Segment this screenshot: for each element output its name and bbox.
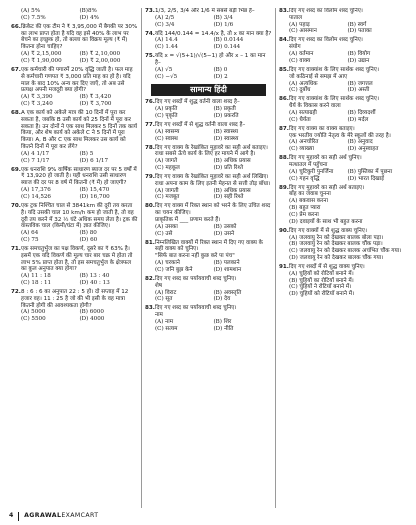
answer-option[interactable]: (D) प्रकरति (213, 112, 239, 119)
question-text: 8 : 6 : 6 का अनुपात 22 : 5 हो। दो सप्ताह में 12 हजार वह। 11 : 25 है जो की भी इसी के वह मात्रा कितनी होगी की आवश्यकता होगी? (21, 289, 129, 309)
answer-option[interactable]: (C) सूत (155, 296, 173, 303)
question-line (279, 185, 406, 199)
question-item (145, 203, 272, 237)
question-number: 81. (145, 239, 155, 246)
answer-options (279, 22, 406, 36)
answer-option[interactable]: (D) 16,700 (79, 193, 110, 200)
question-number: 66. (11, 23, 21, 30)
question-line (145, 174, 272, 188)
question-line (11, 110, 138, 151)
answer-option[interactable]: (C) 18 : 11 (21, 280, 52, 286)
answer-option[interactable]: (D) 4% (79, 14, 100, 21)
answer-option[interactable]: (C) उसे (155, 230, 173, 237)
answer-option[interactable]: (D) शामशान (213, 266, 242, 273)
question-line (145, 276, 272, 290)
answer-option[interactable]: (A) प्रकृति (155, 106, 178, 113)
answer-option[interactable]: (D) भारत दिखाई (347, 175, 384, 182)
question-number: 67. (11, 66, 21, 73)
answer-option[interactable]: (D) 60 (79, 236, 98, 243)
answer-options (279, 198, 406, 225)
answer-option[interactable]: (A) विराट (155, 289, 177, 296)
answer-options (279, 110, 406, 124)
question-line (279, 155, 406, 169)
question-item (279, 264, 406, 298)
answer-option[interactable]: (C) व्याख्या (289, 146, 314, 153)
question-text: क्रिकेट की एक टीम ने ₹ 3,95,000 में बैगकी पर 30% का लाभ प्राप्त होता है यदि वह इसे 40% के लाभ पर बेचने का इच्छुक हो, तो बल्ला का विक्रय मूल्य (₹ में) कितना होना चाहिए? (21, 23, 138, 51)
answer-option[interactable]: (A) 5% (21, 8, 41, 14)
question-line (11, 24, 138, 51)
answer-options (145, 224, 272, 238)
question-item (279, 185, 406, 226)
question-number: 90. (279, 227, 289, 234)
answer-option[interactable]: (C) −√5 (155, 73, 178, 80)
answer-option[interactable]: (B) ₹ 3,420 (79, 94, 112, 101)
question-text: 1/3, 2/5, 3/4 और 1/6 में सबसे बड़ी भिन्न है– (155, 8, 255, 14)
question-text: दिए गए वाक्य का वाक्य बताइए। एक भरतीय ज्योति नेतृत्व के मेरे स्कूलों की तरह है। (289, 125, 391, 139)
answer-option[interactable]: (A) वर्तमान (289, 51, 314, 58)
question-number: 73. (145, 8, 155, 14)
answer-option[interactable]: (A) बकवास करना (289, 198, 328, 205)
question-item (145, 145, 272, 172)
answer-option[interactable]: (D) अनुस्वाहत (347, 146, 379, 153)
answer-options (279, 51, 406, 65)
question-line (145, 145, 272, 159)
question-text: एक धनराशि 9% वार्षिक साधारण ब्याज दर पर 5 वर्षों में ₹ 13,920 हो जाती है। यही धनराशि उसी साधारण ब्याज की दर पर 8 वर्ष में कितनी (₹ में) हो जाएगी? (21, 166, 137, 187)
question-text: दिए गए शब्दों में शुद्ध वर्तनी वाला शब्द है– (155, 99, 240, 106)
question-line (279, 96, 406, 110)
question-line (11, 67, 138, 94)
question-line (145, 122, 272, 129)
answer-option[interactable]: (A) 64 (21, 230, 39, 237)
answer-option[interactable]: (A) चुटिकुरी पुनर्जिना (289, 168, 334, 175)
question-item (11, 24, 138, 65)
answer-options (11, 94, 138, 108)
answer-option[interactable]: (A) सत्याग्रही (289, 109, 317, 116)
answer-option[interactable]: (C) जनि बुझ केने (155, 266, 193, 273)
answer-option[interactable]: (D) 6 1/17 (79, 157, 109, 164)
answer-option[interactable]: (C) जलवायु रेन को देखकर बालक अचंभित चौंक गया। (289, 248, 402, 255)
question-text: दिए गए शब्द का पर्यायवाची शब्द चुनिए। नाम (155, 305, 237, 319)
question-item (11, 110, 138, 165)
question-number: 82. (145, 275, 155, 282)
answer-option[interactable]: (A) जागते (155, 158, 178, 165)
question-item (145, 8, 272, 28)
answer-option[interactable]: (B) जलवायु रेन को देखकर बालक चौंक पड़ा। (289, 241, 383, 248)
question-number: 80. (145, 203, 155, 210)
question-text: दिए गए मुहावरे का सही अर्थ चुनिए। मत्थातल में पहुँचना (289, 155, 362, 168)
question-item (279, 228, 406, 262)
answer-option[interactable]: (C) चुहियों ने रोटियाँ बनाने में। (289, 284, 352, 291)
question-line (145, 203, 272, 223)
answer-option[interactable]: (D) मर्दल (347, 116, 369, 123)
question-text: दिए गए शब्दों में से शुद्ध वर्तनी वाला शब्द है– (155, 121, 246, 128)
answer-option[interactable]: (B) चुहियों का रोटियाँ बनाने में। (289, 277, 354, 284)
question-line (11, 246, 138, 273)
question-text: दिए गए मुहावरे का सही अर्थ बताइए। बाँह का जवाब चुनना (289, 184, 365, 198)
answer-option[interactable]: (B) बहुत प्यारा (289, 205, 321, 212)
answer-option[interactable]: (A) उसका (155, 223, 178, 230)
question-line (11, 167, 138, 187)
question-item (279, 8, 406, 35)
question-item (11, 67, 138, 108)
question-text: दिए गए वाक्य में रिक्त स्थान को भरने के लिए उचित शब्द का चयन कीजिए। प्राकृतिक में ___ प्रणाम करते हैं। (155, 203, 271, 223)
answer-options (145, 319, 272, 333)
question-item (11, 289, 138, 323)
question-number: 87. (279, 125, 289, 132)
answer-options (145, 37, 272, 51)
question-line (279, 8, 406, 22)
question-number: 69. (11, 166, 21, 173)
answer-option[interactable]: (C) मजबूत (155, 194, 180, 201)
answer-option[interactable]: (C) दुर्बोध (289, 87, 311, 94)
left-column (8, 8, 141, 508)
answer-option[interactable]: (B) स्वास्थ्य (213, 128, 238, 135)
answer-option[interactable]: (C) 7.5% (21, 14, 46, 21)
answer-option[interactable]: (A) 11 : 18 (21, 273, 51, 280)
answer-option[interactable]: (D) अस्ती (347, 87, 370, 94)
answer-option[interactable]: (D) चुहियों को रोटियाँ बनाने में। (289, 291, 355, 298)
question-item (145, 305, 272, 332)
question-number: 74. (145, 30, 155, 37)
answer-option[interactable]: (B) 0.0144 (213, 37, 244, 44)
question-item (145, 53, 272, 80)
question-text: दिए गए शब्द का विलोम शब्द चुनिए। संयोग (289, 37, 363, 51)
answer-option[interactable]: (C) महकूल (155, 164, 180, 171)
answer-option[interactable]: (A) 17,376 (21, 187, 51, 194)
answer-option[interactable]: (C) 1.44 (155, 44, 178, 51)
question-item (145, 99, 272, 119)
answer-option[interactable]: (A) नाम (155, 318, 174, 325)
footer-divider (18, 512, 19, 521)
question-item (11, 8, 138, 22)
answer-option[interactable]: (D) उसने (213, 230, 235, 237)
question-item (11, 167, 138, 201)
answer-option[interactable]: (A) 4 1/17 (21, 150, 50, 157)
question-number: 72. (11, 289, 21, 295)
question-item (145, 31, 272, 51)
question-item (279, 37, 406, 64)
question-line (145, 240, 272, 260)
answer-option[interactable]: (B) प्रकृती (213, 106, 236, 113)
question-text: दिए गए वाक्यों में से शुद्ध वाक्य चुनिए। (289, 227, 367, 234)
question-number: 86. (279, 96, 289, 103)
question-text: निम्नलिखित वाक्यों में रिक्त स्थान में दिए गए वाक्य के सही वाक्य को चुनिए। "सिर्फ बात करना नहीं कुछ करे पा पंच" (155, 239, 263, 260)
question-number: 76. (145, 99, 155, 106)
question-number: 88. (279, 155, 289, 162)
answer-option[interactable]: (B) अवस्तृति (213, 289, 242, 296)
question-item (11, 246, 138, 287)
answer-options (279, 139, 406, 153)
question-number: 84. (279, 37, 289, 44)
question-number: 85. (279, 66, 289, 73)
question-number: 78. (145, 144, 155, 151)
answer-option[interactable]: (C) ₹ 1,90,000 (21, 57, 62, 64)
question-text: दिए गए वाक्यांश के लिए सार्थक शब्द चुनिए। जो कठिनाई से समझ में आए (289, 66, 379, 80)
question-line (279, 67, 406, 81)
question-text: एक ट्रक निश्चित चाल से 3841km की दूरी तय करता है। यदि उसकी चाल 10 km/h कम हो जाती है, तो वह दूरी तय करने में 32 ½ घंटे अधिक समय लेता है। ट्रक की वास्तविक चाल (किमी/घंटा में) ज्ञात कीजिए। (21, 202, 138, 230)
question-number: 75. (145, 53, 155, 60)
answer-option[interactable]: (A) ₹ 2,15,000 (21, 51, 62, 58)
answer-option[interactable]: (D) 2 (213, 73, 228, 80)
answer-option[interactable]: (B) 13 : 40 (79, 273, 110, 280)
answer-options (279, 271, 406, 298)
answer-options (11, 151, 138, 165)
question-number: 70. (11, 202, 21, 209)
page-number: 4 (9, 512, 14, 520)
question-item (279, 67, 406, 94)
answer-options (11, 230, 138, 244)
question-line (279, 37, 406, 51)
brand-name-b: EXAMCART (61, 512, 99, 520)
section-heading: सामान्य हिंदी (151, 84, 266, 97)
answer-option[interactable]: (B) ₹ 2,10,000 (79, 51, 121, 58)
question-item (145, 174, 272, 201)
answer-option[interactable]: (D) उद्यान (347, 57, 370, 64)
answer-option[interactable]: (D) देव (213, 296, 231, 303)
answer-option[interactable]: (D) पताका (347, 28, 372, 35)
answer-option[interactable]: (D) ₹ 2,00,000 (79, 57, 121, 64)
answer-option[interactable]: (C) धैर्यता (289, 116, 311, 123)
question-columns (8, 8, 409, 508)
question-line (279, 264, 406, 271)
answer-option[interactable]: (D) सही रिश्ते (213, 194, 244, 201)
answer-option[interactable]: (D) दवाइयों के साथ भी बहुत करना (289, 218, 363, 225)
answer-option[interactable]: (B) 6000 (79, 309, 104, 316)
answer-option[interactable]: (B) 3/4 (213, 14, 233, 21)
answer-option[interactable]: (C) सत्यम (155, 325, 178, 332)
answer-options (145, 260, 272, 274)
question-line (11, 289, 138, 309)
question-number: 79. (145, 173, 155, 180)
answer-option[interactable]: (B) 15,470 (79, 187, 110, 194)
answer-option[interactable]: (D) जलवायु रेन को देखकर बालक चौंक गया। (289, 254, 384, 261)
page-footer (0, 507, 416, 525)
answer-options (145, 67, 272, 81)
right-column (275, 8, 409, 508)
answer-options (11, 273, 138, 287)
answer-option[interactable]: (B) जगत्तल (347, 80, 373, 87)
answer-options (145, 106, 272, 120)
answer-option[interactable]: (C) पृकृति (155, 112, 178, 119)
question-number: 89. (279, 184, 289, 191)
answer-option[interactable]: (B) पलकाने (213, 260, 240, 267)
answer-option[interactable]: (D) 40 : 13 (79, 280, 110, 286)
answer-option[interactable]: (B) 0 (213, 66, 228, 73)
answer-option[interactable]: (C) ₹ 3,240 (21, 100, 53, 107)
answer-options (279, 235, 406, 262)
answer-option[interactable]: (A) चरकाने (155, 260, 180, 267)
question-number: 83. (145, 305, 155, 312)
answer-option[interactable]: (A) अनचोरित (289, 139, 319, 146)
answer-options (279, 169, 406, 183)
answer-option[interactable]: (B) स्वर्ग (347, 21, 367, 28)
question-line (11, 203, 138, 230)
answer-option[interactable]: (A) चुहियों को रोटियाँ बनाने में। (289, 270, 354, 277)
answer-options (11, 8, 138, 22)
answer-options (145, 129, 272, 143)
brand-name-a: AGRAWAL (24, 512, 62, 520)
question-text: यदि x = √(5+1)/√(5−1) हो और x – 1 का मान है– (155, 53, 266, 67)
question-text: दिए गए शब्दों में से शुद्ध वाक्य चुनिए। (289, 263, 365, 270)
answer-option[interactable]: (B) शिर (213, 318, 232, 325)
answer-option[interactable]: (B)8% (79, 8, 97, 14)
answer-option[interactable]: (A) √5 (155, 66, 173, 73)
question-text: यदि 144/0.144 = 14.4/x है, तो x का मान क्या है? (155, 30, 272, 37)
question-number: 77. (145, 121, 155, 128)
question-text: दिए गए वाक्य के रेखांकित मुहावरे का सही अर्थ लिखिए। राधा अपना काम के लिए इतनी मेहनत से सत्ती तोड़ बाँधा। (155, 173, 271, 187)
question-item (279, 155, 406, 182)
answer-option[interactable]: (C) 7 1/17 (21, 157, 50, 164)
answer-option[interactable]: (A) जागती (155, 187, 179, 194)
question-item (145, 122, 272, 142)
question-text: दिए गए शब्द का विलोम शब्द चुनिए। पाताल (289, 8, 363, 21)
answer-option[interactable]: (C) वाक्य (289, 57, 311, 64)
answer-option[interactable]: (D) 1/6 (213, 21, 234, 28)
answer-option[interactable]: (D) नीति (213, 325, 234, 332)
question-text: एक कर्मचारी की पगारमें 20% वृद्धि जाती है। फल माह से कर्मचारी गणपत ₹ 3,000 प्रति माह का हो है। यदि माल के बाद 10% अन्य कर दिए जाएँ, तो अब उसे प्रत्यक्ष अपनी मजदूरी क्या होगी? (21, 66, 133, 94)
answer-option[interactable]: (C) 75 (21, 236, 39, 243)
answer-option[interactable]: (C) प्रेम करना (289, 211, 319, 218)
question-text: A एक कार्य को अकेले मात्र की 10 दिनों में पूरा कर सकता है, जबकि B उसी कार्य को 25 दिनों में पूरा कर सकता है। उन दोनों ने एक साथ मिलकर 5 दिनों तक कार्य किया, और शेष कार्य को अकेले C ने 5 दिनों में पूरा किया। A, B और C एक साथ मिलकर उस कार्य को कितने दिनों में पूरा कर लेंगे? (21, 109, 137, 150)
answer-option[interactable]: (A) 5000 (21, 309, 46, 316)
answer-options (11, 187, 138, 201)
answer-option[interactable]: (B) अनुवाद (347, 139, 373, 146)
question-item (11, 203, 138, 244)
answer-option[interactable]: (A) ₹ 3,390 (21, 94, 53, 101)
answer-options (11, 309, 138, 323)
answer-option[interactable]: (C) स्वास्थ (155, 135, 178, 142)
question-item (279, 96, 406, 123)
question-text: दिए गए शब्द का पर्यायवाची शब्द चुनिए। शेष (155, 275, 237, 289)
answer-option[interactable]: (B) 5 (79, 150, 94, 157)
question-line (279, 126, 406, 140)
question-line (145, 53, 272, 67)
answer-option[interactable]: (A) अत्यधिक (289, 80, 318, 87)
question-number: 83. (279, 8, 289, 14)
question-number: 71. (11, 245, 21, 252)
answer-option[interactable]: (A) स्वसम्य (155, 128, 180, 135)
question-number: 91. (279, 263, 289, 270)
answer-option[interactable]: (B) वियोग (347, 51, 371, 58)
question-item (279, 126, 406, 153)
answer-option[interactable]: (C) 3/4 (155, 21, 175, 28)
answer-option[interactable]: (C) 5500 (21, 316, 46, 323)
answer-options (11, 51, 138, 65)
question-number: 68. (11, 109, 21, 116)
answer-option[interactable]: (A) जलवायु रेन को देखकर बालक बोला पड़ा। (289, 234, 384, 241)
answer-option[interactable]: (B) दिव्यदर्शी (347, 109, 376, 116)
answer-option[interactable]: (B) उसको (213, 223, 237, 230)
answer-options (279, 81, 406, 95)
question-item (145, 276, 272, 303)
question-line (145, 8, 272, 15)
question-text: एक समचतुर्भुज का पक्ष विकर्ण, दूसरे का ₹ 63% है। इसमें एक यदि विकर्ण की मूल्य चार बार चक्र मे होता तो लाभ 5% प्राप्त होता है, तो इस समचतुर्भुज के क्षेत्रफल का कुल अनुपात क्या होगा? (21, 245, 133, 273)
answer-option[interactable]: (C) गहन वृद्धि (289, 175, 320, 182)
answer-option[interactable]: (A) 2/5 (155, 14, 175, 21)
answer-option[interactable]: (B) अधिक प्रयास (213, 187, 251, 194)
question-line (145, 305, 272, 319)
answer-option[interactable]: (B) पुस्तिका में पूछना (347, 168, 393, 175)
answer-option[interactable]: (C) आसमान (289, 28, 317, 35)
answer-option[interactable]: (B) अधिक प्रयास (213, 158, 251, 165)
question-text: दिए गए वाक्य के रेखांकित मुहावरे का सही अर्थ बताइए। राधा सबसे ऊँचे कार्य के लिए हर मायने में आगे है। (155, 144, 268, 158)
answer-option[interactable]: (B) 80 (79, 230, 97, 237)
answer-option[interactable]: (D) ₹ 3,700 (79, 100, 112, 107)
answer-option[interactable]: (D) 4000 (79, 316, 105, 323)
answer-options (145, 158, 272, 172)
question-text: दिए गए वाक्यांश के लिए सार्थक शब्द चुनिए। धैर्य के विकास करने वाला (289, 96, 379, 110)
answer-options (145, 188, 272, 202)
question-line (279, 228, 406, 235)
answer-option[interactable]: (D) 0.144 (213, 44, 241, 51)
answer-options (145, 15, 272, 29)
question-item (145, 240, 272, 274)
answer-option[interactable]: (D) स्वास्थ्य (213, 135, 239, 142)
answer-option[interactable]: (D) प्रति रिश्ते (213, 164, 244, 171)
answer-option[interactable]: (A) 14.4 (155, 37, 178, 44)
answer-option[interactable]: (A) पहाड़ (289, 21, 310, 28)
middle-column (141, 8, 275, 508)
answer-options (145, 290, 272, 304)
answer-option[interactable]: (C) 14,526 (21, 193, 51, 200)
